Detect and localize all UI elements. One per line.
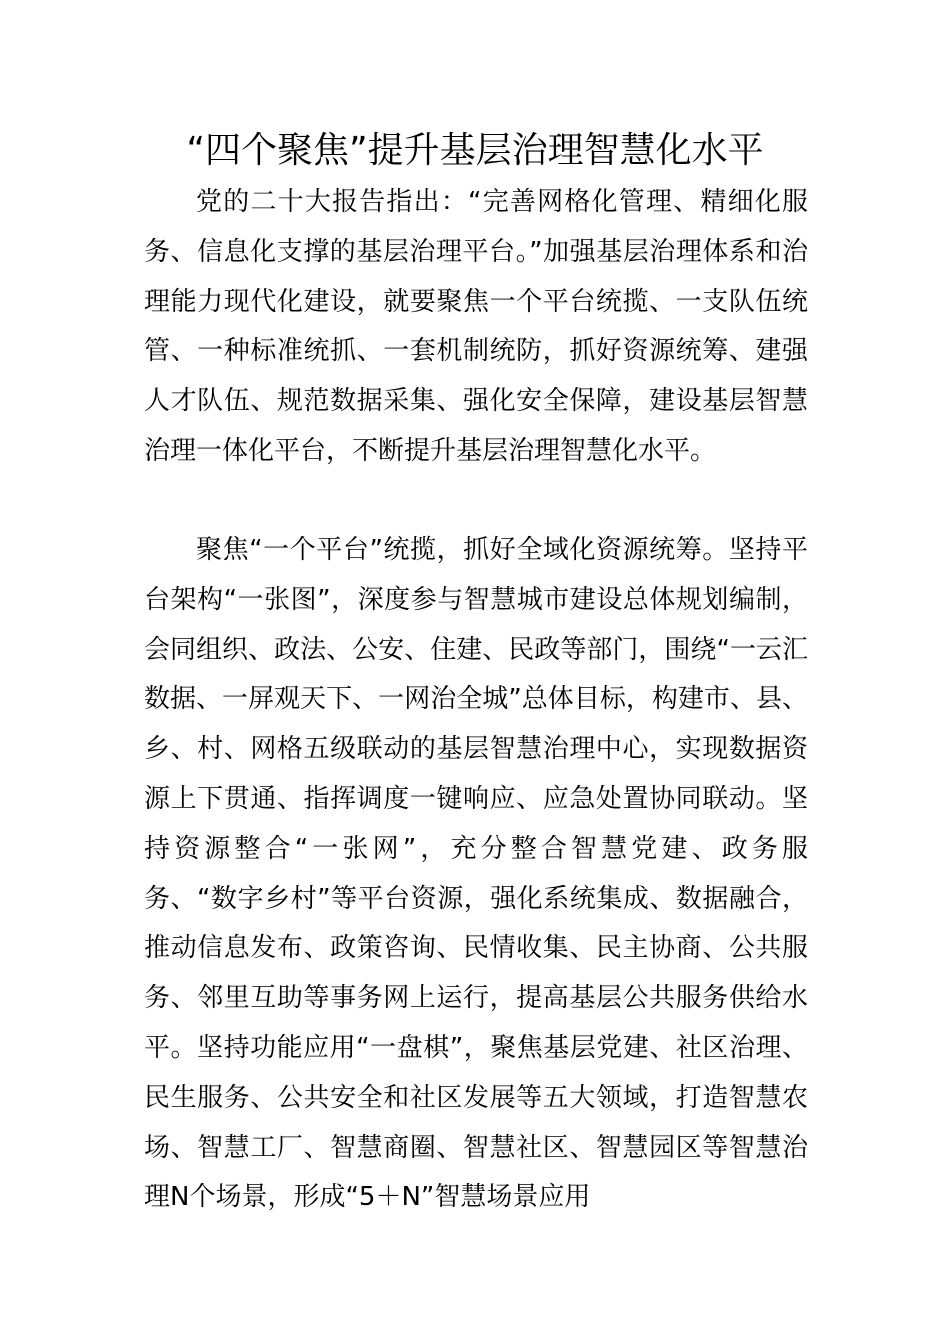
paragraph-one-platform: 聚焦“一个平台”统揽，抓好全域化资源统筹。坚持平台架构“一张图”，深度参与智慧城市建设总体规划编制，会同组织、政法、公安、住建、民政等部门，围绕“一云汇数据、一屏观天下、一网治全城”总体目标，构建市、县、乡、村、网格五级联动的基层智慧治理中心，实现数据资源上下贯通、指挥调度一键响应、应急处置协同联动。坚持资源整合“一张网”，充分整合智慧党建、政务服务、“数字乡村”等平台资源，强化系统集成、数据融合，推动信息发布、政策咨询、民情收集、民主协商、公共服务、邻里互助等事务网上运行，提高基层公共服务供给水平。坚持功能应用“一盘棋”，聚焦基层党建、社区治理、民生服务、公共安全和社区发展等五大领域，打造智慧农场、智慧工厂、智慧商圈、智慧社区、智慧园区等智慧治理N个场景，形成“5＋N”智慧场景应用 — [144, 535, 808, 1213]
paragraph-intro: 党的二十大报告指出：“完善网格化管理、精细化服务、信息化支撑的基层治理平台。”加强基层治理体系和治理能力现代化建设，就要聚焦一个平台统揽、一支队伍统管、一种标准统抓、一套机制统防，抓好资源统筹、建强人才队伍、规范数据采集、强化安全保障，建设基层智慧治理一体化平台，不断提升基层治理智慧化水平。 — [144, 187, 808, 466]
document-title: “四个聚焦”提升基层治理智慧化水平 — [186, 130, 764, 171]
